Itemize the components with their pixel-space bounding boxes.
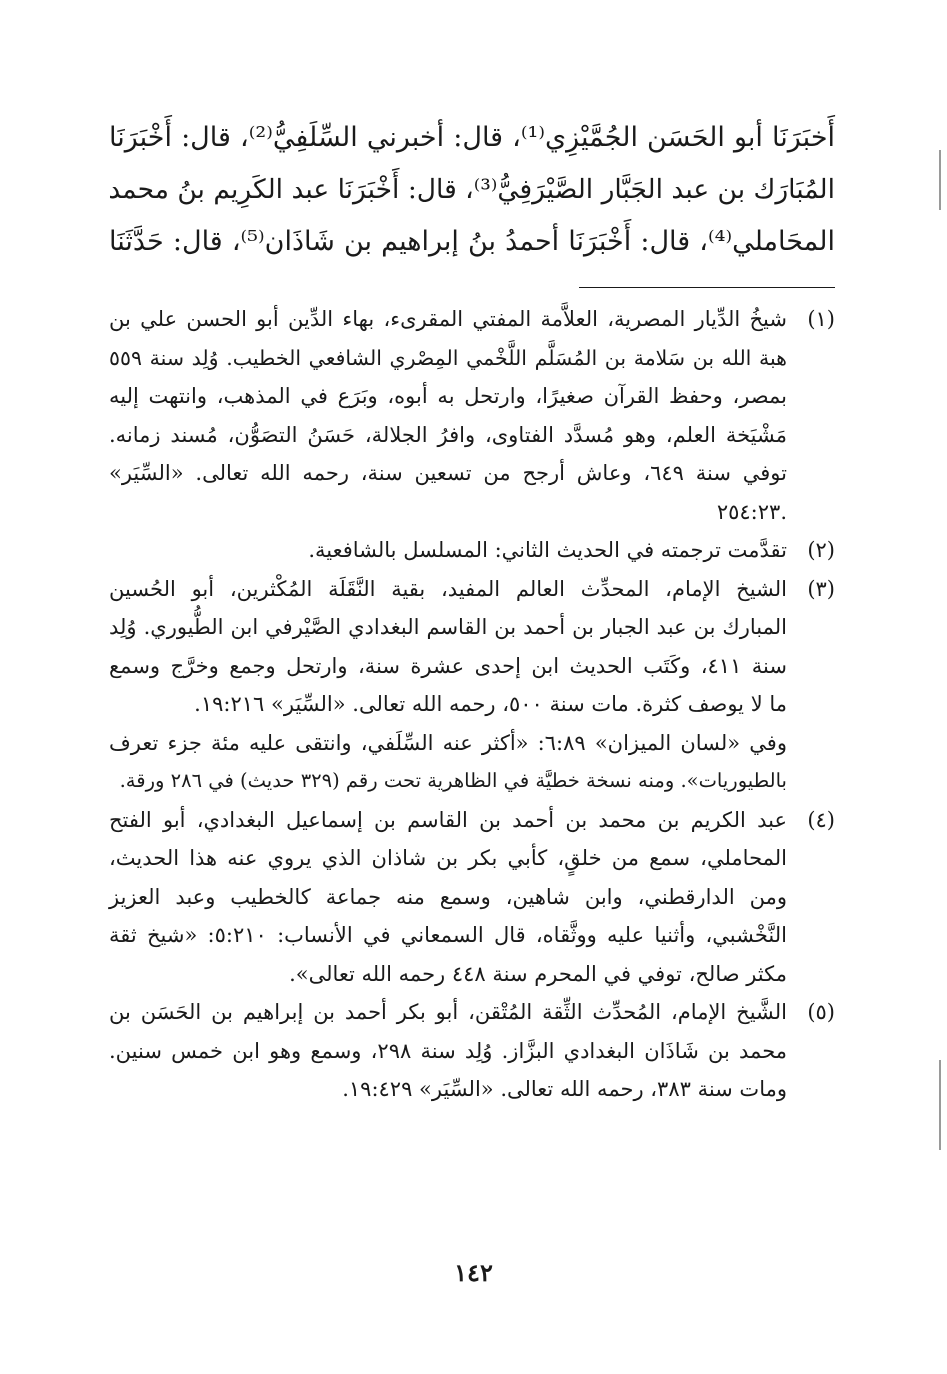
footnote-3 xyxy=(109,570,835,801)
footnote-line: المبارك بن عبد الجبار بن أحمد بن القاسم البغدادي الصَّيْرفي ابن الطُّيوري. وُلِد xyxy=(109,615,787,639)
footnote-line: سنة ٤١١، وكَتَب الحديث ابن إحدى عشرة سنة، وارتحل وجمع وخرَّج وسمع xyxy=(109,653,787,678)
footnote-line: شيخُ الدِّيار المصرية، العلاَّمة المفتي المقرىء، بهاء الدِّين أبو الحسن علي بن xyxy=(109,307,787,331)
page-number: ١٤٢ xyxy=(454,1258,493,1287)
footnote-number: (٣) xyxy=(807,576,835,601)
footnote-line: هبة الله بن سَلامة بن المُسَلَّم اللَّخْمي المِصْري الشافعي الخطيب. وُلِد سنة ٥٥٩ xyxy=(109,345,787,370)
main-text xyxy=(109,112,835,268)
footnote-line: بمصر، وحفظ القرآن صغيرًا، وارتحل به أبوه، وبَرَع في المذهب، وانتهت إليه xyxy=(109,384,787,408)
footnote-body xyxy=(109,300,787,531)
footnote-line: ومن الدارقطني، وابن شاهين، وسمع منه جماعة كالخطيب وعبد العزيز xyxy=(109,884,787,909)
footnote-line: ومات سنة ٣٨٣، رحمه الله تعالى. «السِّيَر» ١٩:٤٢٩. xyxy=(342,1077,787,1101)
footnote-line: بالطيوريات». ومنه نسخة خطيَّة في الظاهرية تحت رقم (٣٢٩ حديث) في ٢٨٦ ورقة. xyxy=(119,769,787,792)
footnote-1 xyxy=(109,300,835,531)
footnote-body xyxy=(109,801,787,994)
main-text-line: أَخبَرَنَا أبو الحَسَن الجُمَّيْزِي⁽¹⁾، قال: أخبرني السِّلَفِيُّ⁽²⁾، قال: أَخْبَرَنَا xyxy=(109,122,836,153)
main-text-line: المُبَارَك بن عبد الجَبَّار الصَّيْرَفِيُّ⁽³⁾، قال: أَخْبَرَنَا عبد الكَرِيم بنُ محمد xyxy=(108,174,835,205)
footnote-number: (١) xyxy=(807,307,835,331)
footnotes xyxy=(109,300,835,1109)
footnote-body xyxy=(109,993,787,1109)
footnote-2 xyxy=(109,531,835,570)
footnote-line: تقدَّمت ترجمته في الحديث الثاني: المسلسل بالشافعية. xyxy=(308,538,787,562)
footnote-line: مكثر صالح، توفي في المحرم سنة ٤٤٨ رحمه الله تعالى». xyxy=(289,961,787,986)
footnote-4 xyxy=(109,801,835,994)
footnote-divider xyxy=(579,287,835,288)
footnote-number: (٢) xyxy=(807,538,835,562)
footnote-line: المحاملي، سمع من خلقٍ، كأبي بكر بن شاذان الذي يروي عنه هذا الحديث، xyxy=(109,846,787,870)
footnote-number: (٤) xyxy=(807,807,835,832)
footnote-5 xyxy=(109,993,835,1109)
footnote-body xyxy=(109,531,787,570)
footnote-line: عبد الكريم بن محمد بن أحمد بن القاسم بن إسماعيل البغدادي، أبو الفتح xyxy=(109,807,787,832)
footnote-line: مَشْيَخة العلم، وهو مُسدَّد الفتاوى، وافرُ الجلالة، حَسَنُ التصَوُّن، مُسند زمانه. xyxy=(109,422,787,447)
footnote-body xyxy=(109,570,787,801)
main-text-line: المحَاملي⁽⁴⁾، قال: أَخْبَرَنَا أحمدُ بنُ إبراهيم بن شَاذَان⁽⁵⁾، قال: حَدَّثَنَا xyxy=(109,226,836,257)
scan-edge-mark xyxy=(939,150,941,210)
footnote-line: .٢٥٤:٢٣ xyxy=(716,499,787,524)
footnote-line: محمد بن شَاذَان البغدادي البزَّاز. وُلِد سنة ٢٩٨، وسمع وهو ابن خمس سنين. xyxy=(109,1038,788,1063)
footnote-line: وفي «لسان الميزان» ٦:٨٩: «أكثر عنه السِّلَفي، وانتقى عليه مئة جزء تعرف xyxy=(109,730,787,755)
scan-edge-mark xyxy=(939,1060,941,1150)
footnote-line: ما لا يوصف كثرة. مات سنة ٥٠٠، رحمه الله تعالى. «السِّيَر» ١٩:٢١٦. xyxy=(194,692,787,716)
footnote-line: الشيخ الإمام، المحدِّث العالم المفيد، بقية النَّقَلَة المُكْثرين، أبو الحُسين xyxy=(109,576,787,601)
footnote-line: النَّخْشبي، وأثنيا عليه ووثَّقاه، قال السمعاني في الأنساب: ٥:٢١٠: «شيخ ثقة xyxy=(109,923,787,947)
footnote-line: توفي سنة ٦٤٩، وعاش أرجح من تسعين سنة، رحمه الله تعالى. «السِّيَر» xyxy=(109,461,787,485)
footnote-line: الشَّيخ الإمام، المُحدِّث الثِّقة المُتْقن، أبو بكر أحمد بن إبراهيم بن الحَسَن بن xyxy=(109,1000,787,1024)
footnote-number: (٥) xyxy=(807,1000,835,1024)
